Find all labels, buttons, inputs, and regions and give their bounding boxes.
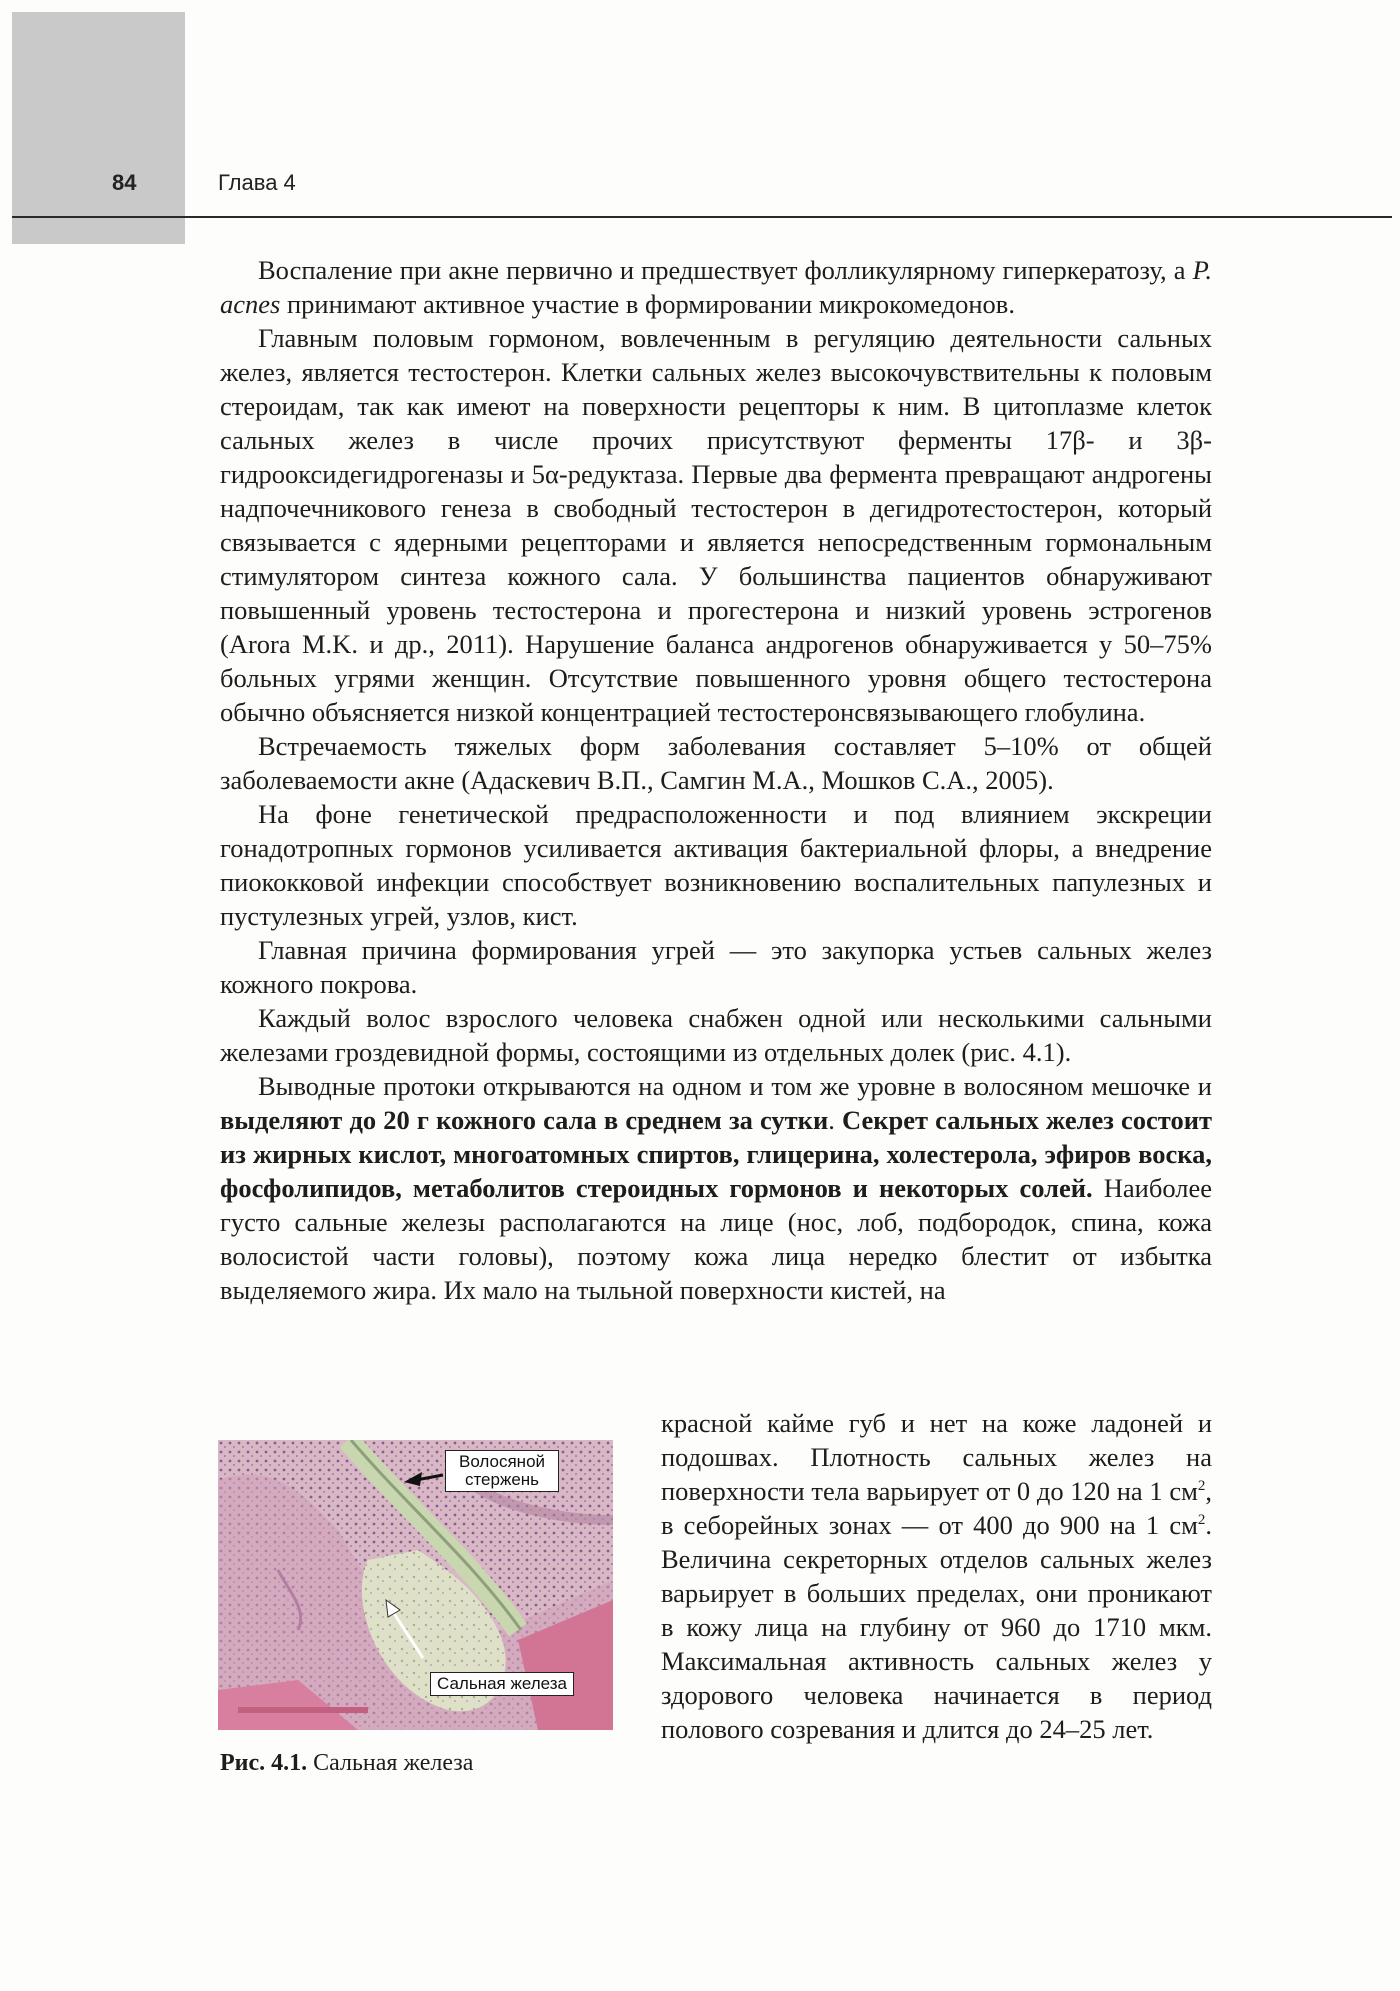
label-sebaceous-gland: Сальная железа bbox=[430, 1672, 574, 1696]
page-number: 84 bbox=[112, 170, 137, 195]
paragraph-1: Воспаление при акне первично и предшествует фолликулярному гиперкератозу, а P. acnes принимают активное участие в формировании микрокомедонов. bbox=[220, 255, 1212, 319]
paragraph-6: Каждый волос взрослого человека снабжен одной или несколькими сальными железами гроздевидной формы, состоящими из отдельных долек (рис. 4.1). bbox=[220, 1003, 1212, 1067]
histology-figure bbox=[218, 1440, 613, 1730]
figure-caption: Рис. 4.1. Сальная железа bbox=[220, 1750, 474, 1776]
label-hair-shaft: Волосяной стержень bbox=[445, 1450, 559, 1492]
chapter-title: Глава 4 bbox=[218, 170, 296, 195]
paragraph-5: Главная причина формирования угрей — это закупорка устьев сальных желез кожного покрова. bbox=[220, 935, 1212, 999]
page-tab bbox=[12, 12, 185, 244]
paragraph-8: красной кайме губ и нет на коже ладоней и подошвах. Плотность сальных желез на поверхности тела варьирует от 0 до 120 на 1 $см^2$, в себорейных зонах — от 400 до 900 на 1 $см^2$. Величина секреторных отделов сальных желез варьирует в больших пределах, они проникают в кожу лица на глубину от 960 до 1710 мкм. Максимальная активность сальных желез у здорового человека начинается в период полового созревания и длится до 24–25 лет. bbox=[661, 1408, 1212, 1744]
header-rule bbox=[12, 216, 1392, 218]
paragraph-7: Выводные протоки открываются на одном и том же уровне в волосяном мешочке и выделяют до 20 г кожного сала в среднем за сутки. Секрет сальных желез состоит из жирных кислот, многоатомных спиртов, глицерина, холестерола, эфиров воска, фосфолипидов, метаболитов стероидных гормонов и некоторых солей. Наиболее густо сальные железы располагаются на лице (нос, лоб, подбородок, спина, кожа волосистой части головы), поэтому кожа лица нередко блестит от избытка выделяемого жира. Их мало на тыльной поверхности кистей, на bbox=[220, 1071, 1213, 1305]
paragraph-3: Встречаемость тяжелых форм заболевания составляет 5–10% от общей заболеваемости акне (Адаскевич В.П., Самгин М.А., Мошков С.А., 2005). bbox=[220, 731, 1212, 795]
body-text bbox=[220, 253, 1212, 1307]
paragraph-4: На фоне генетической предрасположенности и под влиянием экскреции гонадотропных гормонов усиливается активация бактериальной флоры, а внедрение пиококковой инфекции способствует возникновению воспалительных папулезных и пустулезных угрей, узлов, кист. bbox=[220, 799, 1212, 931]
paragraph-2: Главным половым гормоном, вовлеченным в регуляцию деятельности сальных желез, является тестостерон. Клетки сальных желез высокочувствительны к половым стероидам, так как имеют на поверхности рецепторы к ним. В цитоплазме клеток сальных желез в числе прочих присутствуют ферменты 17β- и 3β-гидрооксидегидрогеназы и 5α-редуктаза. Первые два фермента превращают андрогены надпочечникового генеза в свободный тестостерон в дегидротестостерон, который связывается с ядерными рецепторами и является непосредственным гормональным стимулятором синтеза кожного сала. У большинства пациентов обнаруживают повышенный уровень тестостерона и прогестерона и низкий уровень эстрогенов (Arora M.K. и др., 2011). Нарушение баланса андрогенов обнаруживается у 50–75% больных угрями женщин. Отсутствие повышенного уровня общего тестостерона обычно объясняется низкой концентрацией тестостеронсвязывающего глобулина. bbox=[220, 323, 1212, 727]
